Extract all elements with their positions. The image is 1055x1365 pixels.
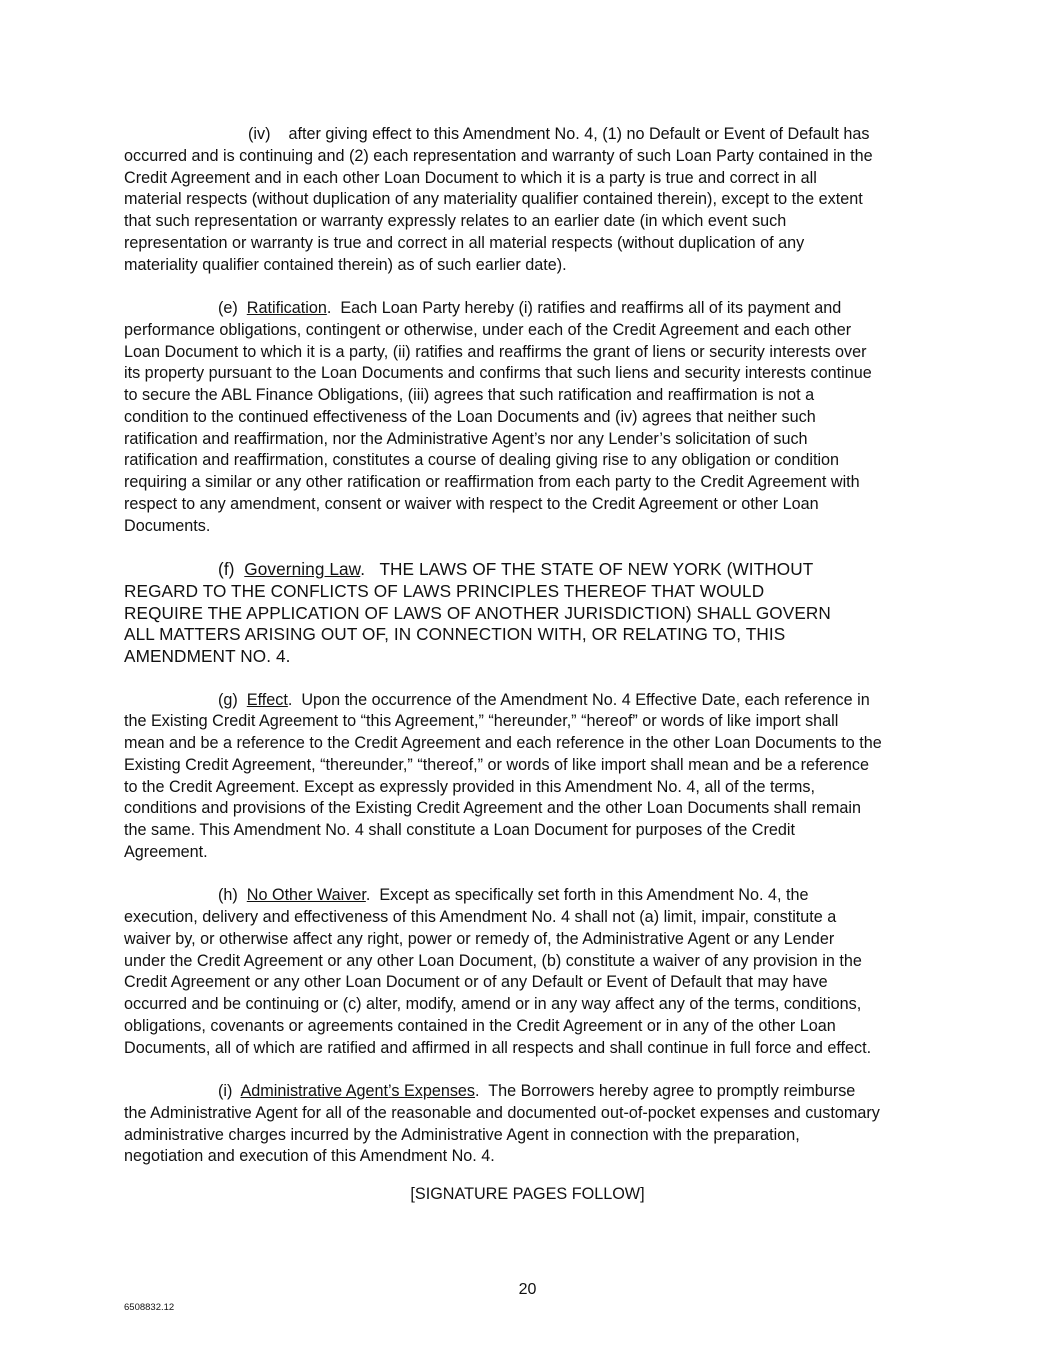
signature-pages-note: [SIGNATURE PAGES FOLLOW] bbox=[410, 1185, 645, 1203]
paragraph bbox=[124, 559, 944, 668]
text-line: conditions and provisions of the Existing Credit Agreement and the other Loan Documents shall remain bbox=[124, 799, 861, 818]
text-line: mean and be a reference to the Credit Agreement and each reference in the other Loan Documents to the bbox=[124, 734, 882, 752]
text-line: REQUIRE THE APPLICATION OF LAWS OF ANOTHER JURISDICTION) SHALL GOVERN bbox=[124, 602, 831, 623]
text-line: Loan Document to which it is a party, (ii) ratifies and reaffirms the grant of liens or security interests over bbox=[124, 342, 867, 361]
text-line: material respects (without duplication of any materiality qualifier contained therein), except to the extent bbox=[124, 190, 863, 209]
text-line: condition to the continued effectiveness of the Loan Documents and (iv) agrees that neither such bbox=[124, 407, 816, 426]
paragraph-first-line bbox=[124, 559, 944, 581]
section-heading: Effect bbox=[246, 690, 288, 709]
paragraph bbox=[124, 690, 944, 864]
text-line: occurred and is continuing and (2) each representation and warranty of such Loan Party contained in the bbox=[124, 146, 873, 165]
line-text: (iv) after giving effect to this Amendment No. 4, (1) no Default or Event of Default has bbox=[248, 125, 870, 143]
section-heading: Ratification bbox=[246, 299, 327, 317]
line-text: (g) bbox=[218, 690, 247, 709]
paragraph-first-line bbox=[124, 124, 944, 146]
paragraph bbox=[124, 885, 944, 1059]
document-id: 6508832.12 bbox=[124, 1302, 175, 1313]
text-line: the Administrative Agent for all of the reasonable and documented out-of-pocket expenses and customary bbox=[124, 1103, 880, 1122]
line-text: (h) bbox=[218, 886, 247, 905]
text-line: ALL MATTERS ARISING OUT OF, IN CONNECTION WITH, OR RELATING TO, THIS bbox=[124, 624, 786, 645]
text-line: execution, delivery and effectiveness of this Amendment No. 4 shall not (a) limit, impair, constitute a bbox=[124, 908, 837, 926]
line-text: (i) bbox=[218, 1082, 241, 1100]
text-line: ratification and reaffirmation, nor the Administrative Agent’s nor any Lender’s solicitation of such bbox=[124, 429, 808, 448]
paragraph-first-line bbox=[124, 690, 944, 712]
paragraph-first-line bbox=[124, 885, 944, 907]
line-text: . Except as specifically set forth in this Amendment No. 4, the bbox=[365, 886, 809, 905]
paragraph bbox=[124, 1081, 944, 1168]
line-text: . Each Loan Party hereby (i) ratifies and reaffirms all of its payment and bbox=[326, 299, 842, 317]
text-line: performance obligations, contingent or otherwise, under each of the Credit Agreement and each other bbox=[124, 320, 852, 339]
text-line: negotiation and execution of this Amendment No. 4. bbox=[124, 1147, 495, 1166]
text-line: occurred and be continuing or (c) alter, modify, amend or in any way affect any of the terms, conditions, bbox=[124, 995, 862, 1013]
paragraph-first-line bbox=[124, 298, 944, 320]
text-line: waiver by, or otherwise affect any right, power or remedy of, the Administrative Agent or any Lender bbox=[124, 929, 835, 948]
text-line: AMENDMENT NO. 4. bbox=[124, 646, 291, 666]
section-heading: No Other Waiver bbox=[246, 886, 366, 905]
text-line: Existing Credit Agreement, “thereunder,” “thereof,” or words of like import shall mean and be a reference bbox=[124, 755, 869, 774]
section-heading: Governing Law bbox=[244, 559, 361, 579]
line-text: (e) bbox=[218, 299, 247, 317]
text-line: Credit Agreement and in each other Loan Document to which it is a party is true and correct in all bbox=[124, 168, 817, 187]
text-line: Credit Agreement or any other Loan Document or of any Default or Event of Default that may have bbox=[124, 973, 828, 992]
text-line: its property pursuant to the Loan Documents and confirms that such liens and security interests continue bbox=[124, 364, 872, 383]
text-line: to the Credit Agreement. Except as expressly provided in this Amendment No. 4, all of the terms, bbox=[124, 777, 816, 796]
paragraph bbox=[124, 298, 944, 537]
text-line: the Existing Credit Agreement to “this Agreement,” “hereunder,” “hereof” or words of like import shall bbox=[124, 712, 839, 731]
text-line: requiring a similar or any other ratification or reaffirmation from each party to the Credit Agreement with bbox=[124, 473, 860, 491]
text-line: representation or warranty is true and correct in all material respects (without duplication of any bbox=[124, 233, 805, 252]
text-line: Documents, all of which are ratified and affirmed in all respects and shall continue in full force and effect. bbox=[124, 1038, 872, 1057]
text-line: Documents. bbox=[124, 516, 211, 535]
text-line: REGARD TO THE CONFLICTS OF LAWS PRINCIPLES THEREOF THAT WOULD bbox=[124, 580, 765, 601]
line-text: (f) bbox=[218, 559, 245, 579]
text-line: to secure the ABL Finance Obligations, (iii) agrees that such ratification and reaffirmation is not a bbox=[124, 386, 815, 404]
text-line: Agreement. bbox=[124, 842, 208, 861]
text-line: materiality qualifier contained therein) as of such earlier date). bbox=[124, 255, 567, 274]
line-text: . Upon the occurrence of the Amendment No. 4 Effective Date, each reference in bbox=[287, 690, 870, 709]
text-line: the same. This Amendment No. 4 shall constitute a Loan Document for purposes of the Credit bbox=[124, 821, 795, 839]
text-line: respect to any amendment, consent or waiver with respect to the Credit Agreement or other Loan bbox=[124, 494, 819, 513]
paragraph bbox=[124, 124, 944, 276]
text-line: administrative charges incurred by the Administrative Agent in connection with the preparation, bbox=[124, 1125, 800, 1144]
line-text: . The Borrowers hereby agree to promptly reimburse bbox=[475, 1082, 856, 1100]
text-line: under the Credit Agreement or any other Loan Document, (b) constitute a waiver of any provision in the bbox=[124, 951, 862, 970]
text-line: that such representation or warranty expressly relates to an earlier date (in which event such bbox=[124, 212, 787, 230]
document-body bbox=[124, 124, 944, 1190]
text-line: obligations, covenants or agreements contained in the Credit Agreement or in any of the other Loan bbox=[124, 1016, 836, 1035]
section-heading: Administrative Agent’s Expenses bbox=[240, 1082, 476, 1100]
page-number: 20 bbox=[518, 1281, 537, 1298]
line-text: . THE LAWS OF THE STATE OF NEW YORK (WITHOUT bbox=[360, 559, 814, 579]
text-line: ratification and reaffirmation, constitutes a course of dealing giving rise to any obligation or condition bbox=[124, 451, 840, 470]
paragraph-first-line bbox=[124, 1081, 944, 1103]
